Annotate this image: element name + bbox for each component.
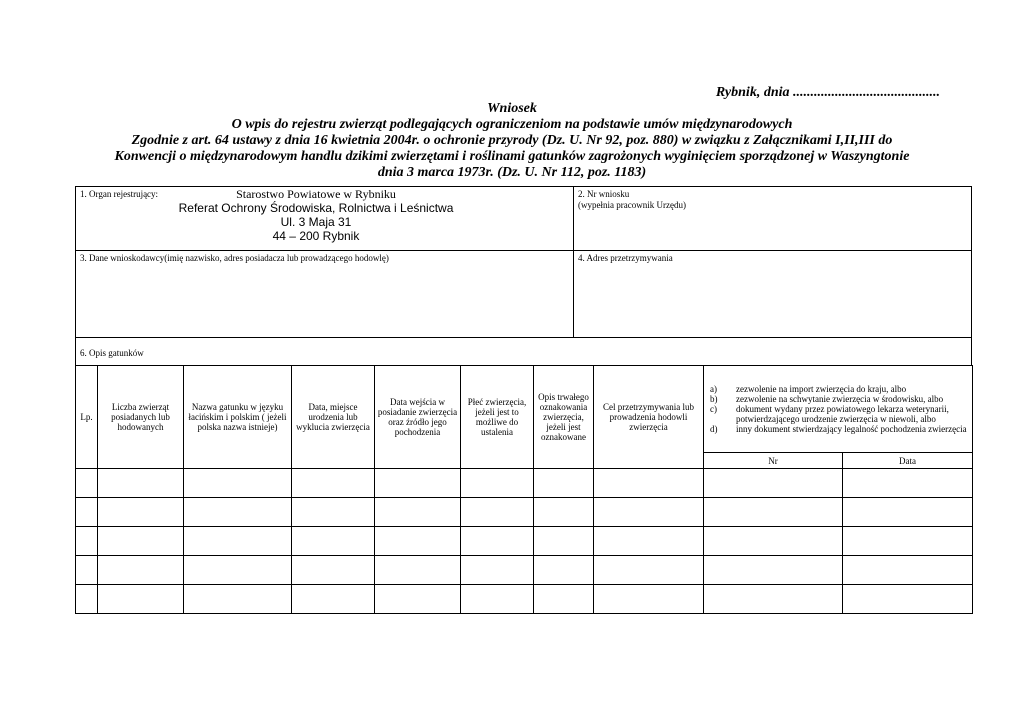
table-cell[interactable] [98, 469, 184, 498]
title-line: O wpis do rejestru zwierząt podlegających ograniczeniom na podstawie umów międzynarodowych [231, 117, 793, 132]
table-cell[interactable] [594, 469, 704, 498]
table-cell[interactable] [704, 469, 843, 498]
section-application-number[interactable] [573, 186, 972, 251]
table-cell[interactable] [704, 585, 843, 614]
table-cell[interactable] [461, 527, 534, 556]
table-cell[interactable] [461, 585, 534, 614]
table-cell[interactable] [375, 556, 461, 585]
table-cell[interactable] [375, 498, 461, 527]
table-cell[interactable] [375, 469, 461, 498]
col-header-lp: Lp. [76, 366, 98, 469]
table-cell[interactable] [534, 469, 594, 498]
place-date-line: Rybnik, dnia .......................................... [715, 85, 940, 100]
authority-name: Starostwo Powiatowe w Rybniku [236, 187, 396, 201]
table-cell[interactable] [292, 527, 375, 556]
table-cell[interactable] [461, 556, 534, 585]
section-registering-authority [75, 186, 574, 251]
title-line: Konwencji o międzynarodowym handlu dzikimi zwierzętami i roślinami gatunków zagrożonych wyginięciem sporządzonej w Waszyngtonie [114, 149, 910, 164]
document-options-list [706, 384, 970, 434]
table-cell[interactable] [704, 498, 843, 527]
table-cell[interactable] [594, 498, 704, 527]
table-cell[interactable] [594, 527, 704, 556]
col-header-nr: Nr [704, 453, 843, 469]
table-row[interactable] [76, 498, 973, 527]
table-cell[interactable] [98, 498, 184, 527]
table-cell[interactable] [76, 498, 98, 527]
table-row[interactable] [76, 527, 973, 556]
authority-city: 44 – 200 Rybnik [272, 229, 360, 243]
table-cell[interactable] [292, 585, 375, 614]
table-cell[interactable] [76, 469, 98, 498]
section-6-label: 6. Opis gatunków [80, 348, 144, 358]
table-cell[interactable] [184, 585, 292, 614]
table-cell[interactable] [76, 556, 98, 585]
section-2-label: 2. Nr wniosku [578, 189, 630, 199]
title-line: dnia 3 marca 1973r. (Dz. U. Nr 112, poz. 1183) [377, 165, 647, 180]
table-row[interactable] [76, 469, 973, 498]
table-cell[interactable] [843, 556, 973, 585]
table-cell[interactable] [76, 527, 98, 556]
table-cell[interactable] [704, 556, 843, 585]
table-cell[interactable] [375, 527, 461, 556]
col-header-purpose: Cel przetrzymywania lub prowadzenia hodowli zwierzęcia [594, 366, 704, 469]
table-cell[interactable] [461, 469, 534, 498]
table-cell[interactable] [292, 469, 375, 498]
table-cell[interactable] [292, 556, 375, 585]
title-line: Wniosek [487, 101, 537, 116]
section-keeping-address[interactable] [573, 250, 972, 338]
section-1-label: 1. Organ rejestrujący: [80, 189, 159, 199]
table-cell[interactable] [534, 556, 594, 585]
col-header-acquisition: Data wejścia w posiadanie zwierzęcia oraz źródło jego pochodzenia [375, 366, 461, 469]
table-cell[interactable] [184, 556, 292, 585]
table-row[interactable] [76, 556, 973, 585]
table-cell[interactable] [843, 527, 973, 556]
table-cell[interactable] [843, 498, 973, 527]
table-cell[interactable] [843, 469, 973, 498]
section-4-label: 4. Adres przetrzymywania [578, 253, 673, 263]
table-cell[interactable] [534, 498, 594, 527]
col-header-species-name: Nazwa gatunku w języku łacińskim i polskim ( jeżeli polska nazwa istnieje) [184, 366, 292, 469]
table-cell[interactable] [98, 556, 184, 585]
table-cell[interactable] [98, 585, 184, 614]
table-cell[interactable] [534, 527, 594, 556]
col-header-marking: Opis trwałego oznakowania zwierzęcia, jeżeli jest oznakowane [534, 366, 594, 469]
table-header-row [76, 366, 973, 453]
table-cell[interactable] [375, 585, 461, 614]
table-cell[interactable] [704, 527, 843, 556]
section-2-note: (wypełnia pracownik Urzędu) [578, 200, 686, 210]
document-option: a) zezwolenie na import zwierzęcia do kraju, albo [710, 384, 907, 394]
col-header-birth: Data, miejsce urodzenia lub wyklucia zwierzęcia [292, 366, 375, 469]
col-header-documents [704, 366, 973, 453]
table-cell[interactable] [184, 469, 292, 498]
table-cell[interactable] [843, 585, 973, 614]
authority-address [156, 187, 476, 243]
section-applicant-data[interactable] [75, 250, 574, 338]
section-species-description [75, 337, 972, 366]
document-option: d) inny dokument stwierdzający legalność pochodzenia zwierzęcia [710, 424, 967, 434]
authority-street: Ul. 3 Maja 31 [280, 215, 352, 229]
section-3-label: 3. Dane wnioskodawcy(imię nazwisko, adres posiadacza lub prowadzącego hodowlę) [80, 253, 389, 263]
title-line: Zgodnie z art. 64 ustawy z dnia 16 kwietnia 2004r. o ochronie przyrody (Dz. U. Nr 92, poz. 880) w związku z Załącznikami I,II,III do [131, 133, 893, 148]
document-option: c) dokument wydany przez powiatowego lekarza weterynarii, potwierdzającego urodzenie zwierzęcia w niewoli, albo [710, 404, 949, 424]
document-title [60, 101, 964, 181]
authority-department: Referat Ochrony Środowiska, Rolnictwa i Leśnictwa [178, 201, 454, 215]
table-cell[interactable] [534, 585, 594, 614]
table-cell[interactable] [76, 585, 98, 614]
col-header-count: Liczba zwierząt posiadanych lub hodowanych [98, 366, 184, 469]
table-cell[interactable] [98, 527, 184, 556]
species-table [75, 365, 973, 614]
col-header-sex: Płeć zwierzęcia, jeżeli jest to możliwe do ustalenia [461, 366, 534, 469]
table-cell[interactable] [184, 498, 292, 527]
table-cell[interactable] [292, 498, 375, 527]
table-row[interactable] [76, 585, 973, 614]
document-option: b) zezwolenie na schwytanie zwierzęcia w środowisku, albo [710, 394, 944, 404]
table-cell[interactable] [594, 585, 704, 614]
table-cell[interactable] [594, 556, 704, 585]
table-cell[interactable] [461, 498, 534, 527]
table-cell[interactable] [184, 527, 292, 556]
col-header-date: Data [843, 453, 973, 469]
